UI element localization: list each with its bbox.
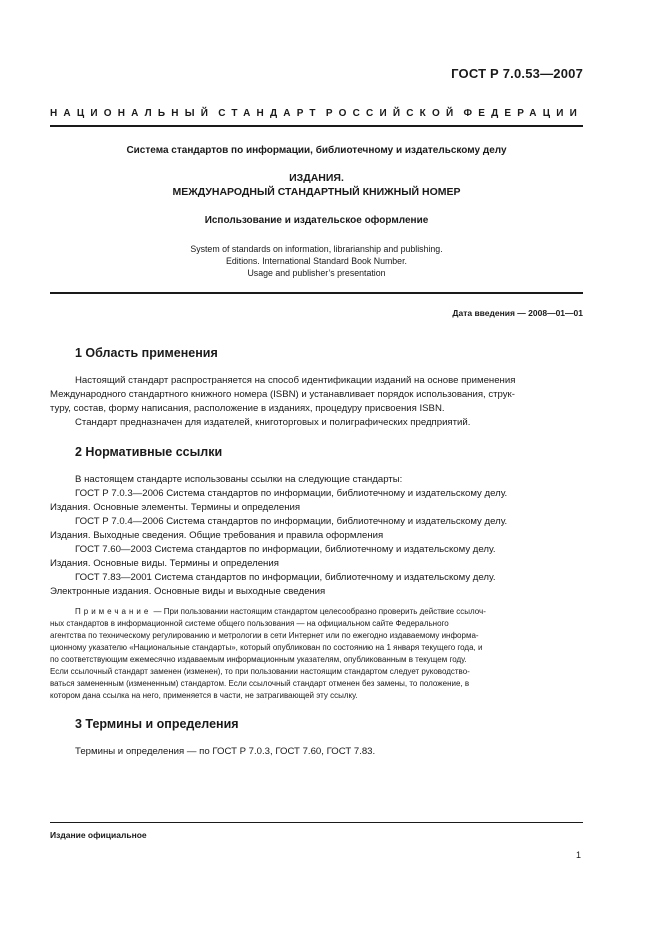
- reference-line: ГОСТ 7.83—2001 Система стандартов по информации, библиотечному и издательскому делу.: [75, 572, 496, 583]
- reference-line: ГОСТ Р 7.0.3—2006 Система стандартов по информации, библиотечному и издательскому делу.: [75, 488, 508, 499]
- official-edition-label: Издание официальное: [50, 830, 147, 840]
- note-line: Если ссылочный стандарт заменен (изменен), то при пользовании настоящим стандартом следует руководство-: [50, 667, 470, 676]
- section-2-heading: 2 Нормативные ссылки: [75, 445, 223, 459]
- paragraph-line: Международного стандартного книжного номера (ISBN) и устанавливает порядок использования, струк-: [50, 389, 515, 400]
- note-block: [50, 606, 583, 702]
- note-label: Примечание: [75, 607, 152, 616]
- note-line: ваться замененным (измененным) стандартом. Если ссылочный стандарт отменен без замены, то положение, в: [50, 679, 470, 688]
- page-number: 1: [575, 850, 581, 860]
- reference-line: Издания. Основные элементы. Термины и определения: [50, 502, 301, 513]
- title-line-1: ИЗДАНИЯ.: [289, 172, 344, 184]
- paragraph-line: Термины и определения — по ГОСТ Р 7.0.3, ГОСТ 7.60, ГОСТ 7.83.: [75, 746, 376, 757]
- note-text: — При пользовании настоящим стандартом целесообразно проверить действие ссылоч-: [151, 607, 486, 616]
- banner-word: НАЦИОНАЛЬНЫЙ: [50, 108, 215, 119]
- section-1-body: [50, 374, 583, 430]
- note-line: ных стандартов в информационной системе общего пользования — на официальном сайте Федерального: [50, 619, 449, 628]
- paragraph-line: Стандарт предназначен для издателей, книготорговых и полиграфических предприятий.: [75, 417, 471, 428]
- note-line: [50, 606, 583, 618]
- section-1-heading: 1 Область применения: [75, 346, 218, 360]
- title-rule: [50, 292, 583, 294]
- banner-word: СТАНДАРТ: [218, 108, 322, 119]
- banner-word: ФЕДЕРАЦИИ: [463, 108, 583, 119]
- section-2-body: [50, 473, 583, 599]
- national-standard-banner: [50, 108, 583, 119]
- document-designation: ГОСТ Р 7.0.53—2007: [451, 66, 583, 81]
- standards-series: Система стандартов по информации, библиотечному и издательскому делу: [126, 145, 507, 156]
- reference-line: Издания. Выходные сведения. Общие требования и правила оформления: [50, 530, 384, 541]
- paragraph-line: туру, состав, форму написания, расположение в изданиях, процедуру присвоения ISBN.: [50, 403, 445, 414]
- banner-word: РОССИЙСКОЙ: [325, 108, 460, 119]
- note-line: по соответствующим ежемесячно издаваемым информационным указателям, опубликованным в текущем году.: [50, 655, 467, 664]
- paragraph-line: Настоящий стандарт распространяется на способ идентификации изданий на основе применения: [75, 375, 516, 386]
- note-line: котором дана ссылка на него, применяется в части, не затрагивающей эту ссылку.: [50, 691, 358, 700]
- subtitle: Использование и издательское оформление: [204, 215, 429, 226]
- title-line-2: МЕЖДУНАРОДНЫЙ СТАНДАРТНЫЙ КНИЖНЫЙ НОМЕР: [172, 186, 461, 198]
- section-3-body: [75, 745, 583, 759]
- english-title-line: Editions. International Standard Book Number.: [226, 256, 407, 266]
- footer-rule: [50, 822, 583, 823]
- reference-line: Издания. Основные виды. Термины и определения: [50, 558, 279, 569]
- reference-line: ГОСТ Р 7.0.4—2006 Система стандартов по информации, библиотечному и издательскому делу.: [75, 516, 508, 527]
- note-line: ционному указателю «Национальные стандарты», который опубликован по состоянию на 1 января текущего года, и: [50, 643, 483, 652]
- introduction-date: Дата введения — 2008—01—01: [452, 308, 583, 318]
- section-3-heading: 3 Термины и определения: [75, 717, 239, 731]
- english-title-line: System of standards on information, librarianship and publishing.: [190, 244, 443, 254]
- top-rule: [50, 125, 583, 127]
- paragraph-line: В настоящем стандарте использованы ссылки на следующие стандарты:: [75, 474, 403, 485]
- reference-line: Электронные издания. Основные виды и выходные сведения: [50, 586, 326, 597]
- english-title-line: Usage and publisher’s presentation: [247, 268, 386, 278]
- note-line: агентства по техническому регулированию и метрологии в сети Интернет или по ежегодно издаваемому информа-: [50, 631, 479, 640]
- reference-line: ГОСТ 7.60—2003 Система стандартов по информации, библиотечному и издательскому делу.: [75, 544, 496, 555]
